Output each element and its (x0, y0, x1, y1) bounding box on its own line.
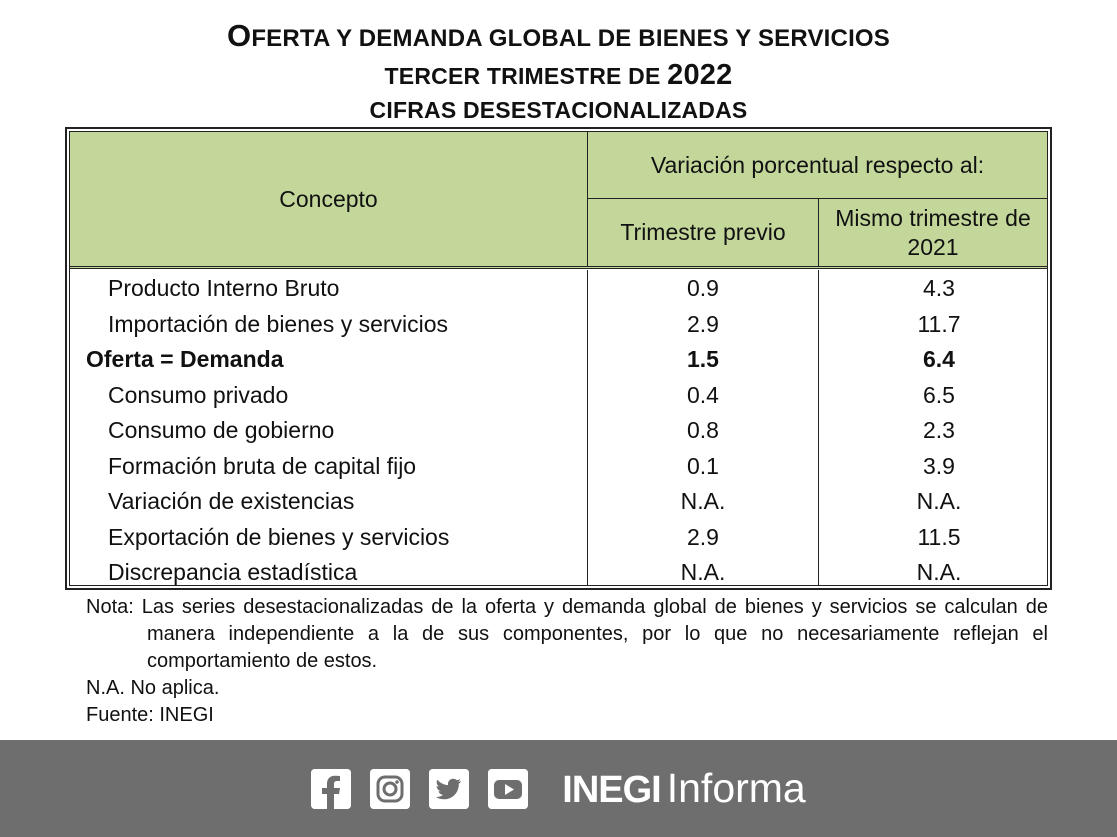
row-concept: Formación bruta de capital fijo (108, 452, 417, 479)
row-same-quarter-value: 2.3 (923, 417, 955, 443)
subtitle-year: 2022 (667, 59, 733, 91)
row-previous-quarter-value: N.A. (680, 559, 726, 585)
document-title (0, 18, 1117, 126)
row-previous-quarter-value: 1.5 (687, 346, 719, 372)
row-previous-quarter-value: 0.1 (687, 452, 719, 479)
row-previous-quarter-value: N.A. (680, 488, 726, 514)
title-initial: O (226, 18, 252, 53)
facebook-icon[interactable] (311, 769, 351, 809)
data-table (65, 127, 1052, 590)
table-row (70, 307, 1047, 343)
social-links (311, 769, 528, 809)
row-previous-quarter-value: 0.4 (687, 381, 719, 408)
table-row (70, 271, 1047, 307)
note-text: Nota: Las series desestacionalizadas de la oferta y demanda global de bienes y servicios se calculan de manera independiente a la de sus componentes, por lo que no necesariamente reflejan el comportamiento de estos. (86, 596, 1048, 672)
header-variation: Variación porcentual respecto al: (588, 132, 1047, 199)
brand-inegi: INEGI (562, 768, 661, 811)
notes (86, 594, 1048, 729)
row-concept: Consumo de gobierno (108, 417, 335, 443)
table-row (70, 520, 1047, 556)
table-row (70, 555, 1047, 591)
table-row (70, 342, 1047, 378)
row-same-quarter-value: 11.7 (917, 310, 961, 337)
row-concept: Oferta = Demanda (86, 346, 284, 372)
row-concept: Exportación de bienes y servicios (108, 523, 450, 550)
inegi-informa-logo (562, 764, 806, 811)
twitter-icon[interactable] (429, 769, 469, 809)
row-same-quarter-value: 6.4 (923, 346, 955, 372)
row-concept: Importación de bienes y servicios (108, 310, 449, 337)
footer-bar (0, 740, 1117, 837)
row-previous-quarter-value: 2.9 (687, 310, 719, 337)
subtitle-period: TERCER TRIMESTRE DE (384, 63, 668, 89)
source-text: Fuente: INEGI (86, 704, 214, 726)
brand-informa: Informa (666, 764, 806, 811)
row-same-quarter-value: 6.5 (923, 381, 955, 408)
row-same-quarter-value: 11.5 (917, 523, 961, 550)
table-row (70, 378, 1047, 414)
table-row (70, 413, 1047, 449)
row-same-quarter-value: 4.3 (923, 275, 955, 301)
header-same-quarter: Mismo trimestre de 2021 (835, 204, 1031, 260)
table-header (70, 132, 1047, 269)
na-legend: N.A. No aplica. (86, 677, 220, 699)
title-rest: FERTA Y DEMANDA GLOBAL DE BIENES Y SERVICIOS (251, 25, 891, 52)
table-row (70, 484, 1047, 520)
table-row (70, 449, 1047, 485)
row-concept: Discrepancia estadística (108, 559, 358, 585)
row-concept: Consumo privado (108, 381, 289, 408)
title-line-3: CIFRAS DESESTACIONALIZADAS (369, 97, 748, 123)
row-same-quarter-value: N.A. (916, 559, 962, 585)
header-concept: Concepto (70, 132, 588, 266)
row-previous-quarter-value: 2.9 (687, 523, 719, 550)
instagram-icon[interactable] (370, 769, 410, 809)
row-previous-quarter-value: 0.9 (687, 275, 719, 301)
title-line-2 (0, 57, 1117, 94)
header-previous-quarter: Trimestre previo (588, 199, 819, 266)
row-concept: Variación de existencias (108, 488, 355, 514)
row-same-quarter-value: 3.9 (923, 452, 955, 479)
youtube-icon[interactable] (488, 769, 528, 809)
title-line-1 (0, 18, 1117, 57)
row-previous-quarter-value: 0.8 (687, 417, 719, 443)
row-concept: Producto Interno Bruto (108, 275, 340, 301)
table-body (70, 270, 1047, 585)
row-same-quarter-value: N.A. (916, 488, 962, 514)
